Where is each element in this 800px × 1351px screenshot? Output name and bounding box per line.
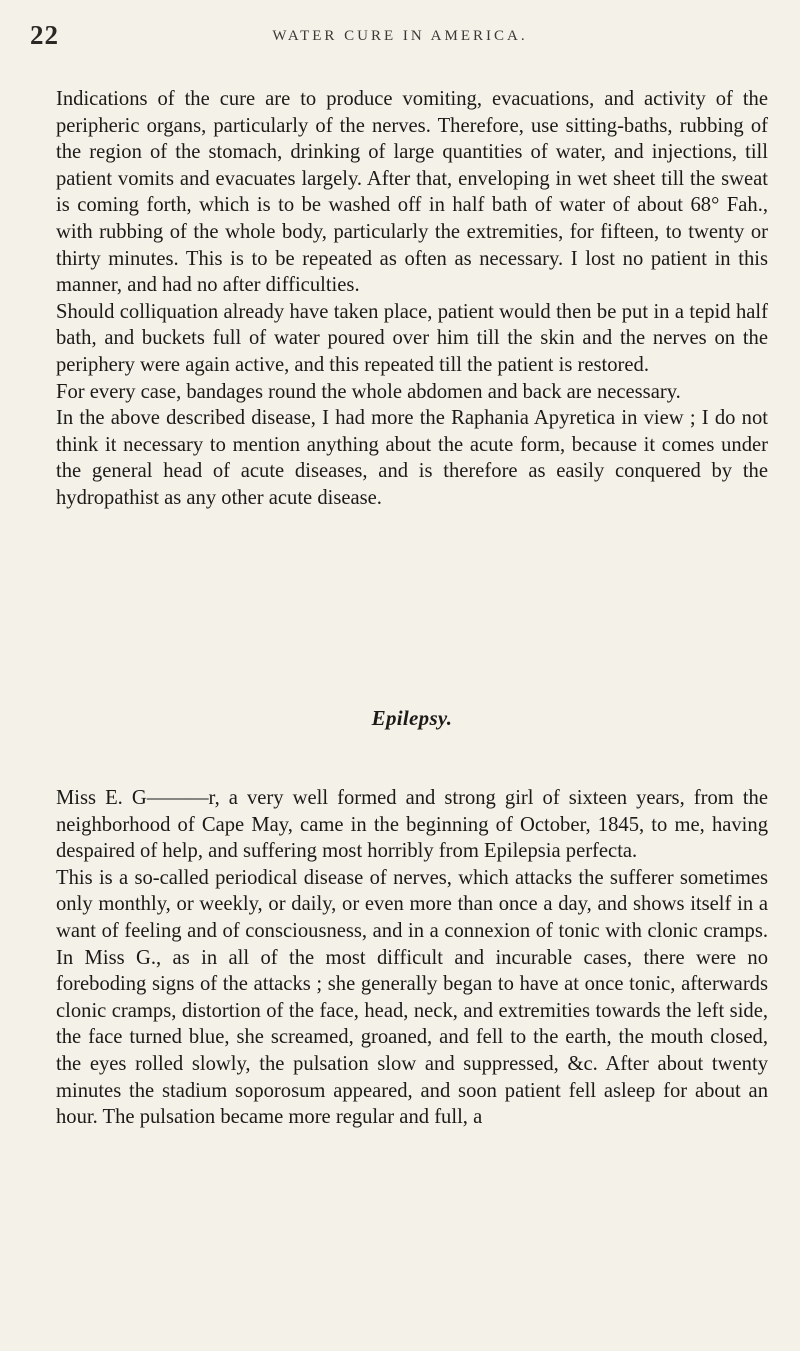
paragraph: In the above described disease, I had more the Raphania Apyretica in view ; I do not think it necessary to mention anything about the acute form, because it comes under the general head of acute diseases, and is therefore as easily conquered by the hydropathist as any other acute disease. bbox=[56, 407, 768, 509]
running-head bbox=[30, 20, 770, 56]
section-heading: Epilepsy. bbox=[371, 706, 453, 730]
paragraph: This is a so-called periodical disease of nerves, which attacks the sufferer sometimes only monthly, or weekly, or daily, or even more than once a day, and shows itself in a want of feeling and of consciousness, and in a connexion of tonic with clonic cramps. In Miss G., as in all of the most difficult and incurable cases, there were no foreboding signs of the attacks ; she generally began to have at once tonic, afterwards clonic cramps, distortion of the face, head, neck, and extremities towards the left side, the face turned blue, she screamed, groaned, and fell to the earth, the mouth closed, the eyes rolled slowly, the pulsation slow and suppressed, &c. After about twenty minutes the stadium soporosum appeared, and soon patient fell asleep for about an hour. The pulsation became more regular and full, a bbox=[56, 866, 768, 1129]
paragraph: Miss E. G———r, a very well formed and strong girl of sixteen years, from the neighborhood of Cape May, came in the beginning of October, 1845, to me, having despaired of help, and suffering most horribly from Epilepsia perfecta. bbox=[56, 787, 768, 863]
text-block-after-heading bbox=[56, 785, 768, 1131]
paragraph: Indications of the cure are to produce vomiting, evacuations, and activity of the peripheric organs, particularly of the nerves. Therefore, use sitting-baths, rubbing of the region of the stomach, drinking of large quantities of water, and injections, till patient vomits and evacuates largely. After that, enveloping in wet sheet till the sweat is coming forth, which is to be washed off in half bath of water of about 68° Fah., with rubbing of the whole body, particularly the extremities, for fifteen, to twenty or thirty minutes. This is to be repeated as often as necessary. I lost no patient in this manner, and had no after difficulties. bbox=[56, 88, 768, 297]
text-block-before-heading bbox=[56, 86, 768, 512]
page-number: 22 bbox=[30, 20, 59, 50]
paragraph: For every case, bandages round the whole abdomen and back are necessary. bbox=[56, 380, 681, 403]
paragraph: Should colliquation already have taken place, patient would then be put in a tepid half bath, and buckets full of water poured over him till the skin and the nerves on the periphery were again active, and this repeated till the patient is restored. bbox=[56, 300, 768, 376]
running-title: WATER CURE IN AMERICA. bbox=[272, 28, 528, 44]
